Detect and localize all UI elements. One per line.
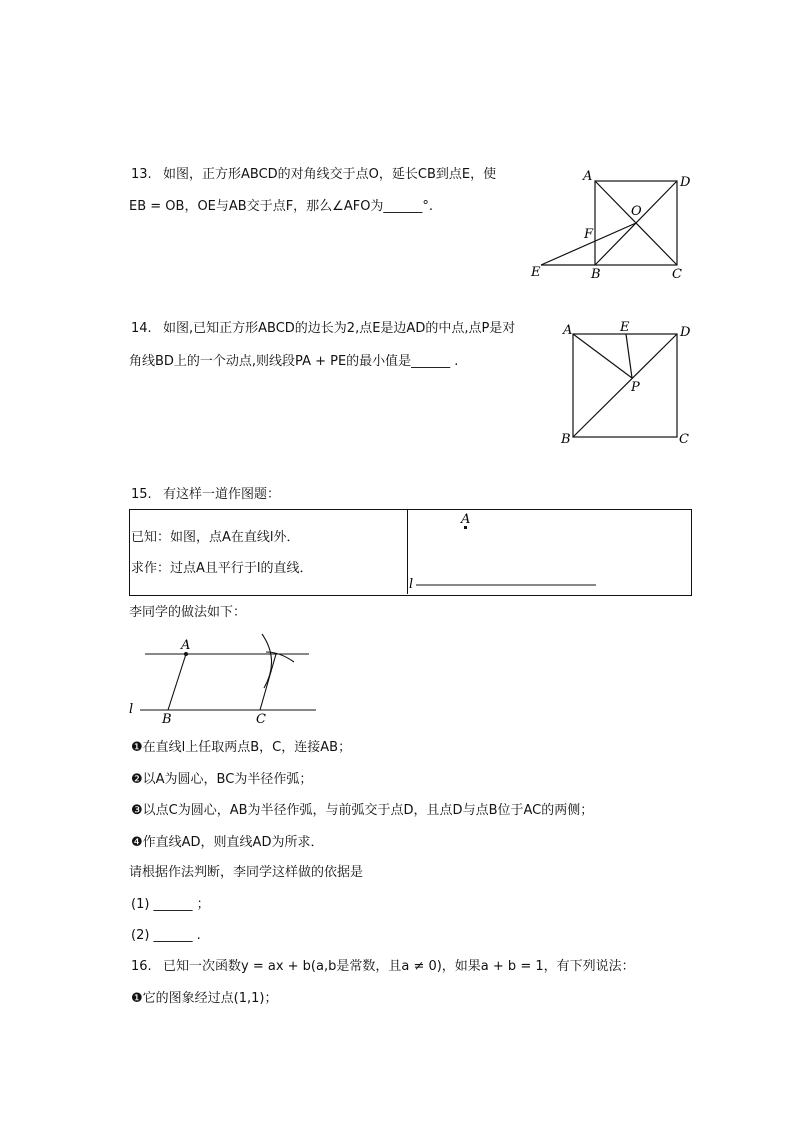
q14-label-A: A	[563, 323, 573, 338]
q13-label-E: E	[531, 265, 541, 280]
q14-label-B: B	[561, 432, 571, 447]
q15-step-4: ❹作直线AD，则直线AD为所求．	[131, 835, 324, 850]
q15-table-divider	[407, 509, 408, 594]
q15-fig-label-l: l	[129, 702, 134, 717]
q13-text-line2: EB = OB，OE与AB交于点F，那么∠AFO为______°.	[129, 199, 434, 214]
q15-step-2: ❷以A为圆心，BC为半径作弧；	[131, 772, 313, 787]
q13-number: 13.	[131, 167, 152, 182]
q13-label-D: D	[680, 175, 691, 190]
q14-text-line2: 角线BD上的一个动点,则线段PA + PE的最小值是______ .	[129, 354, 459, 369]
q16-item-1: ❶它的图象经过点(1,1)；	[131, 991, 278, 1006]
q14-text-line1: 如图,已知正方形ABCD的边长为2,点E是边AD的中点,点P是对	[163, 321, 516, 336]
q14-number: 14.	[131, 321, 152, 336]
q15-blank-1: (1) ______ ；	[131, 897, 210, 912]
q15-method: 李同学的做法如下：	[129, 605, 247, 620]
q15-step-3: ❸以点C为圆心，AB为半径作弧，与前弧交于点D，且点D与点B位于AC的两侧；	[131, 803, 594, 818]
q14-label-E: E	[620, 320, 630, 335]
q15-fig-label-C: C	[256, 712, 266, 727]
q15-fig-label-B: B	[162, 712, 172, 727]
q15-ask: 求作：过点A且平行于l的直线．	[131, 561, 313, 576]
q13-label-F: F	[584, 227, 594, 242]
q14-label-P: P	[631, 380, 640, 395]
q15-intro: 有这样一道作图题：	[163, 487, 281, 502]
q13-label-O: O	[631, 204, 642, 219]
q15-table-label-l: l	[409, 577, 414, 592]
q15-table	[129, 509, 692, 596]
q15-blank-2: (2) ______ .	[131, 928, 201, 943]
q16-text-line1: 已知一次函数y = ax + b(a,b是常数，且a ≠ 0)，如果a + b = 1，有下列说法：	[163, 959, 635, 974]
q14-label-D: D	[680, 325, 691, 340]
q13-text-line1: 如图，正方形ABCD的对角线交于点O，延长CB到点E，使	[163, 167, 497, 182]
q15-known: 已知：如图，点A在直线l外．	[131, 530, 300, 545]
q15-number: 15.	[131, 487, 152, 502]
q15-question: 请根据作法判断，李同学这样做的依据是	[129, 865, 364, 880]
q15-step-1: ❶在直线l上任取两点B，C，连接AB；	[131, 740, 352, 755]
q13-label-C: C	[672, 267, 682, 282]
q13-label-B: B	[591, 267, 601, 282]
q14-label-C: C	[679, 432, 689, 447]
q15-table-label-A: A	[461, 512, 471, 527]
q16-number: 16.	[131, 959, 152, 974]
q13-label-A: A	[583, 169, 593, 184]
q15-fig-label-A: A	[181, 638, 191, 653]
